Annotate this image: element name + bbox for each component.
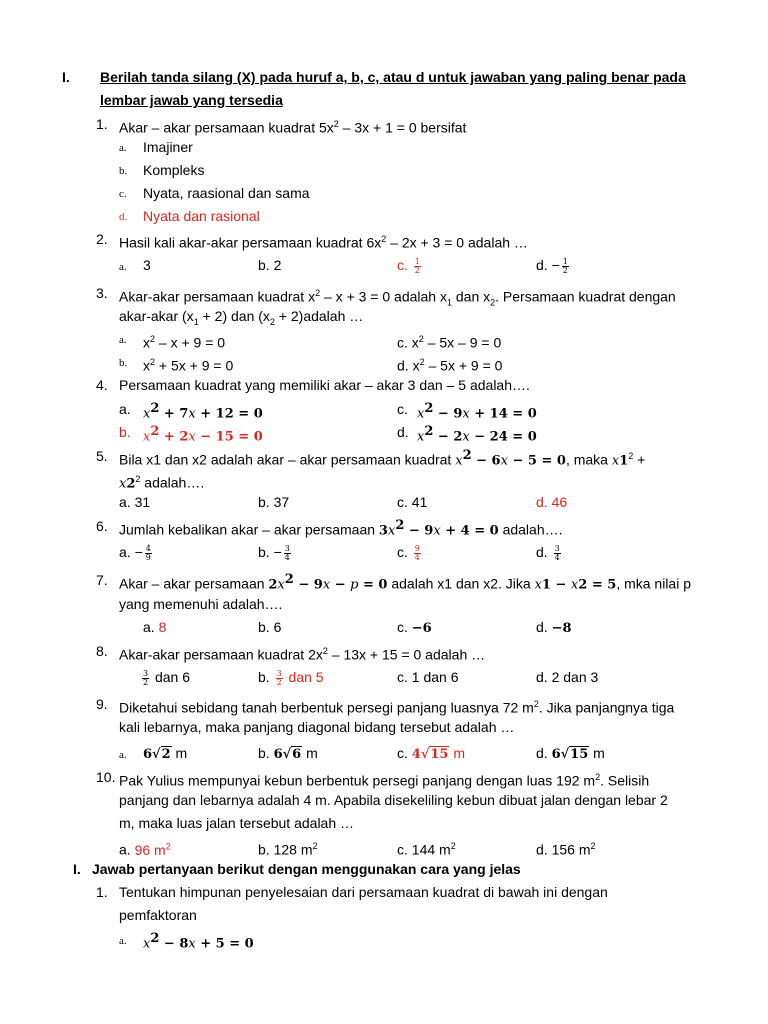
option-text-answer: c. $\frac{1}{2}$ xyxy=(397,256,420,275)
question-4-number: 4. xyxy=(96,377,108,393)
option-equation: $x^2 + 7x + 12 = 0$ xyxy=(143,401,263,422)
question-7-text-line2: yang memenuhi adalah…. xyxy=(119,596,283,612)
option-text: b. 128 $m^2$ xyxy=(258,841,318,858)
question-5-text-line2: $x2^2$ adalah…. xyxy=(119,474,205,492)
question-8-number: 8. xyxy=(96,643,108,659)
section-2-numeral: I. xyxy=(73,861,81,877)
option-text: b. 37 xyxy=(258,494,290,510)
option-equation-answer: $x^2 + 2x - 15 = 0$ xyxy=(143,424,263,445)
option-text: d. 156 $m^2$ xyxy=(536,841,596,858)
option-text-answer: c. 4√15 m xyxy=(397,745,466,762)
question-10-text-line1: Pak Yulius mempunyai kebun berbentuk persegi panjang dengan luas 192 $m^2$. Selisih xyxy=(119,772,650,789)
question-7-text-line1: Akar – akar persamaan $2x^2 - 9x - p = 0$ adalah x1 dan x2. Jika x1 − x2 = 5, mka nilai p xyxy=(119,572,692,593)
option-text: $x^2 + 5x + 9 = 0$ xyxy=(143,357,234,374)
option-text: d. 2 dan 3 xyxy=(536,669,599,685)
option-text: 6√2 m xyxy=(143,745,188,762)
option-text: a. 31 xyxy=(119,494,151,510)
option-text: c. $x^2 - 5x - 9 = 0$ xyxy=(397,334,502,351)
option-letter: a. xyxy=(119,749,127,761)
option-letter: a. xyxy=(119,142,127,154)
option-text: d. − $\frac{1}{2}$ xyxy=(536,256,568,275)
question-9-text-line1: Diketahui sebidang tanah berbentuk persegi panjang luasnya 72 $m^2$. Jika panjangnya tiga xyxy=(119,699,675,716)
option-text: c. 144 $m^2$ xyxy=(397,841,456,858)
essay-1-number: 1. xyxy=(96,884,108,900)
option-text: d. $x^2 - 5x + 9 = 0$ xyxy=(397,357,503,374)
option-text: b. 6√6 m xyxy=(258,745,318,762)
question-8-text: Akar-akar persamaan kuadrat $2x^2 - 13x + 15 = 0$ adalah … xyxy=(119,646,486,663)
option-letter: a. xyxy=(119,401,131,417)
option-text-answer: c. $\frac{9}{4}$ xyxy=(397,543,420,562)
question-3-text-line1: Akar-akar persamaan kuadrat $x^2 - x + 3 = 0$ adalah $x_1$ dan $x_2$. Persamaan kuadrat dengan xyxy=(119,288,676,308)
question-1-number: 1. xyxy=(96,116,108,132)
section-instruction-line2: lembar jawab yang tersedia xyxy=(100,92,283,108)
option-text: Nyata, raasional dan sama xyxy=(143,185,310,201)
option-text: d. −8 xyxy=(536,619,572,636)
option-text: d. $\frac{3}{4}$ xyxy=(536,543,560,562)
section-instruction-line1: Berilah tanda silang (X) pada huruf a, b, c, atau d untuk jawaban yang paling benar pada xyxy=(100,69,686,85)
essay-1-text-line1: Tentukan himpunan penyelesaian dari persamaan kuadrat di bawah ini dengan xyxy=(119,884,608,900)
option-letter: a. xyxy=(119,334,127,346)
question-1-text: Akar – akar persamaan kuadrat $5x^2 - 3x + 1 = 0$ bersifat xyxy=(119,119,467,136)
option-text: a. − $\frac{4}{9}$ xyxy=(119,543,151,562)
option-letter: c. xyxy=(119,188,127,200)
question-5-number: 5. xyxy=(96,448,108,464)
question-10-text-line2: panjang dan lebarnya adalah 4 m. Apabila disekeliling kebun dibuat jalan dengan lebar 2 xyxy=(119,792,668,808)
option-text: $x^2 - x + 9 = 0$ xyxy=(143,334,226,351)
option-text-answer: Nyata dan rasional xyxy=(143,208,260,224)
question-9-number: 9. xyxy=(96,696,108,712)
option-equation: $x^2 - 2x - 24 = 0$ xyxy=(417,424,537,445)
option-text: c. −6 xyxy=(397,619,432,636)
question-10-text-line3: m, maka luas jalan tersebut adalah … xyxy=(119,815,355,831)
option-text: b. 6 xyxy=(258,619,282,635)
essay-1a-equation: $x^2 - 8x + 5 = 0$ xyxy=(143,931,254,952)
question-7-number: 7. xyxy=(96,572,108,588)
option-text-answer: a. 8 xyxy=(143,619,167,635)
question-2-number: 2. xyxy=(96,231,108,247)
option-text: b. 2 xyxy=(258,257,282,273)
option-text: Imajiner xyxy=(143,139,193,155)
question-4-text: Persamaan kuadrat yang memiliki akar – akar 3 dan – 5 adalah…. xyxy=(119,377,530,393)
option-text-answer: d. 46 xyxy=(536,494,568,510)
question-3-text-line2: akar-akar $(x_1 + 2)$ dan ($x_2$ + 2)adalah … xyxy=(119,308,364,327)
option-text-answer: b. $\frac{3}{2}$ dan 5 xyxy=(258,668,324,687)
question-9-text-line2: kali lebarnya, maka panjang diagonal bidang tersebut adalah … xyxy=(119,719,515,735)
question-6-text: Jumlah kebalikan akar – akar persamaan $3x^2 - 9x + 4 = 0$ adalah…. xyxy=(119,518,563,539)
option-text: c. 1 dan 6 xyxy=(397,669,459,685)
option-text-answer: a. 96 $m^2$ xyxy=(119,841,171,858)
option-letter: a. xyxy=(119,935,127,947)
option-text: c. 41 xyxy=(397,494,428,510)
question-5-text-line1: Bila x1 dan x2 adalah akar – akar persamaan kuadrat $x^2 - 6x - 5 = 0$, maka $x1^2$ + xyxy=(119,448,646,469)
option-letter: d. xyxy=(119,211,128,223)
question-3-number: 3. xyxy=(96,285,108,301)
option-letter: b. xyxy=(119,165,128,177)
option-text: 3 xyxy=(143,257,151,273)
option-letter: b. xyxy=(119,357,128,369)
option-text: $\frac{3}{2}$ dan 6 xyxy=(143,668,191,687)
option-text: b. − $\frac{3}{4}$ xyxy=(258,543,290,562)
question-6-number: 6. xyxy=(96,518,108,534)
essay-1-text-line2: pemfaktoran xyxy=(119,907,197,923)
option-letter: a. xyxy=(119,261,127,273)
option-text: d. 6√15 m xyxy=(536,745,605,762)
option-letter: b. xyxy=(119,424,131,440)
option-equation: $x^2 - 9x + 14 = 0$ xyxy=(417,401,537,422)
section-2-title: Jawab pertanyaan berikut dengan menggunakan cara yang jelas xyxy=(92,861,521,877)
option-letter: d. xyxy=(397,424,409,440)
question-2-text: Hasil kali akar-akar persamaan kuadrat $6x^2 - 2x + 3 = 0$ adalah … xyxy=(119,234,528,251)
section-numeral: I. xyxy=(62,69,70,85)
option-letter: c. xyxy=(397,401,408,417)
option-text: Kompleks xyxy=(143,162,205,178)
question-10-number: 10. xyxy=(96,769,116,785)
